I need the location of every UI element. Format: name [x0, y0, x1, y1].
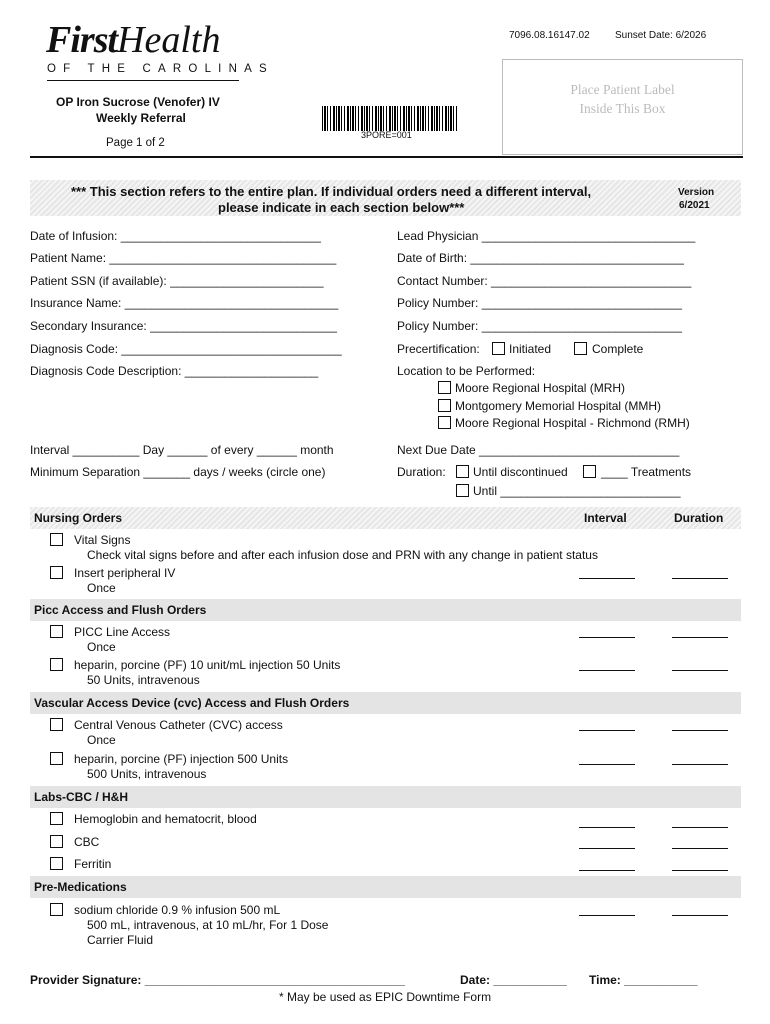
location-rmh-label: Moore Regional Hospital - Richmond (RMH) — [455, 416, 690, 430]
sodium-chloride-checkbox[interactable] — [50, 903, 63, 916]
diagnosis-code-field[interactable]: Diagnosis Code: _________________________________ — [30, 342, 342, 356]
heparin-500-checkbox[interactable] — [50, 752, 63, 765]
precert-initiated-label: Initiated — [509, 342, 552, 356]
label-box-line-1: Place Patient Label — [570, 82, 675, 97]
logo — [46, 18, 220, 62]
peripheral-iv-checkbox[interactable] — [50, 566, 63, 579]
location-rmh-checkbox[interactable] — [438, 416, 451, 429]
signature-time-field[interactable]: Time: ___________ — [589, 973, 698, 987]
until-discontinued-label: Until discontinued — [473, 465, 568, 479]
premed-section-heading: Pre-Medications — [34, 880, 127, 894]
labs-section-band — [30, 786, 741, 808]
picc-duration-blank[interactable] — [672, 637, 728, 638]
cvc-access-detail: Once — [87, 733, 116, 747]
location-mrh-checkbox[interactable] — [438, 381, 451, 394]
notice-line-1: *** This section refers to the entire plan. If individual orders need a different interval, — [71, 184, 592, 199]
picc-access-detail: Once — [87, 640, 116, 654]
form-number: 7096.08.16147.02 — [509, 30, 590, 41]
version-label: Version — [678, 187, 715, 198]
diagnosis-description-field[interactable]: Diagnosis Code Description: ____________________ — [30, 364, 319, 378]
treatments-checkbox[interactable] — [583, 465, 596, 478]
patient-name-field[interactable]: Patient Name: __________________________________ — [30, 251, 337, 265]
until-discontinued-checkbox[interactable] — [456, 465, 469, 478]
ferritin-interval-blank[interactable] — [579, 870, 635, 871]
heparin-10-checkbox[interactable] — [50, 658, 63, 671]
duration-column-header: Duration — [674, 511, 724, 525]
form-title-2: Weekly Referral — [96, 111, 186, 125]
location-label: Location to be Performed: — [397, 364, 536, 378]
patient-label-box — [502, 59, 743, 155]
notice-line-2: please indicate in each section below*** — [218, 200, 465, 215]
policy-number-field-1[interactable]: Policy Number: ______________________________ — [397, 296, 682, 310]
sodium-chloride-carrier: Carrier Fluid — [87, 933, 154, 947]
nursing-orders-band — [30, 507, 741, 529]
label-box-line-2: Inside This Box — [579, 101, 666, 116]
picc-interval-blank[interactable] — [579, 637, 635, 638]
ferritin-order: Ferritin — [74, 857, 112, 871]
date-of-infusion-field[interactable]: Date of Infusion: ______________________________ — [30, 229, 321, 243]
cvc-interval-blank[interactable] — [579, 730, 635, 731]
ferritin-checkbox[interactable] — [50, 857, 63, 870]
logo-first: First — [46, 19, 118, 61]
heparin-500-duration-blank[interactable] — [672, 764, 728, 765]
hemoglobin-duration-blank[interactable] — [672, 827, 728, 828]
sodium-chloride-duration-blank[interactable] — [672, 915, 728, 916]
precert-complete-label: Complete — [592, 342, 644, 356]
heparin-500-detail: 500 Units, intravenous — [87, 767, 207, 781]
vital-signs-checkbox[interactable] — [50, 533, 63, 546]
picc-access-checkbox[interactable] — [50, 625, 63, 638]
policy-number-field-2[interactable]: Policy Number: ______________________________ — [397, 319, 682, 333]
page-number: Page 1 of 2 — [106, 137, 165, 149]
vascular-section-heading: Vascular Access Device (cvc) Access and Flush Orders — [34, 696, 350, 710]
heparin-500-order: heparin, porcine (PF) injection 500 Units — [74, 752, 289, 766]
picc-section-heading: Picc Access and Flush Orders — [34, 603, 207, 617]
sodium-chloride-detail: 500 mL, intravenous, at 10 mL/hr, For 1 Dose — [87, 918, 329, 932]
cbc-checkbox[interactable] — [50, 835, 63, 848]
barcode — [322, 106, 457, 131]
interval-field[interactable]: Interval __________ Day ______ of every ______ month — [30, 443, 334, 457]
ferritin-duration-blank[interactable] — [672, 870, 728, 871]
logo-health: Health — [117, 19, 221, 61]
nursing-orders-heading: Nursing Orders — [34, 511, 123, 525]
labs-section-heading: Labs-CBC / H&H — [34, 790, 129, 804]
signature-date-field[interactable]: Date: ___________ — [460, 973, 567, 987]
hemoglobin-interval-blank[interactable] — [579, 827, 635, 828]
duration-label: Duration: — [397, 465, 446, 479]
sunset-date: Sunset Date: 6/2026 — [615, 30, 707, 41]
downtime-note: * May be used as EPIC Downtime Form — [279, 990, 492, 1004]
cvc-access-order: Central Venous Catheter (CVC) access — [74, 718, 283, 732]
vital-signs-detail: Check vital signs before and after each infusion dose and PRN with any change in patient status — [87, 548, 598, 562]
cvc-access-checkbox[interactable] — [50, 718, 63, 731]
heparin-10-order: heparin, porcine (PF) 10 unit/mL injection 50 Units — [74, 658, 341, 672]
version-value: 6/2021 — [679, 200, 710, 211]
interval-column-header: Interval — [584, 511, 627, 525]
patient-ssn-field[interactable]: Patient SSN (if available): _______________________ — [30, 274, 324, 288]
location-mmh-checkbox[interactable] — [438, 399, 451, 412]
logo-subtitle: OF THE CAROLINAS — [47, 63, 274, 75]
peripheral-iv-interval-blank[interactable] — [579, 578, 635, 579]
until-checkbox[interactable] — [456, 484, 469, 497]
heparin-10-duration-blank[interactable] — [672, 670, 728, 671]
sodium-chloride-order: sodium chloride 0.9 % infusion 500 mL — [74, 903, 281, 917]
cbc-duration-blank[interactable] — [672, 848, 728, 849]
logo-rule — [47, 80, 239, 81]
peripheral-iv-duration-blank[interactable] — [672, 578, 728, 579]
contact-number-field[interactable]: Contact Number: ______________________________ — [397, 274, 692, 288]
minimum-separation-field[interactable]: Minimum Separation _______ days / weeks (circle one) — [30, 465, 326, 479]
vascular-section-band — [30, 692, 741, 714]
heparin-10-interval-blank[interactable] — [579, 670, 635, 671]
peripheral-iv-order: Insert peripheral IV — [74, 566, 176, 580]
cvc-duration-blank[interactable] — [672, 730, 728, 731]
picc-access-order: PICC Line Access — [74, 625, 171, 639]
next-due-date-field[interactable]: Next Due Date ______________________________ — [397, 443, 680, 457]
hemoglobin-order: Hemoglobin and hematocrit, blood — [74, 812, 257, 826]
insurance-name-field[interactable]: Insurance Name: ________________________________ — [30, 296, 339, 310]
precertification-label: Precertification: — [397, 342, 480, 356]
location-mmh-label: Montgomery Memorial Hospital (MMH) — [455, 399, 662, 413]
cbc-order: CBC — [74, 835, 100, 849]
heparin-500-interval-blank[interactable] — [579, 764, 635, 765]
precert-complete-checkbox[interactable] — [574, 342, 587, 355]
secondary-insurance-field[interactable]: Secondary Insurance: ____________________________ — [30, 319, 337, 333]
cbc-interval-blank[interactable] — [579, 848, 635, 849]
barcode-text: 3PORE=001 — [361, 130, 412, 140]
header-divider — [30, 156, 743, 158]
provider-signature-field[interactable]: Provider Signature: _______________________________________ — [30, 973, 405, 987]
heparin-10-detail: 50 Units, intravenous — [87, 673, 200, 687]
treatments-field[interactable]: ____ Treatments — [601, 465, 692, 479]
premed-section-band — [30, 876, 741, 898]
picc-section-band — [30, 599, 741, 621]
vital-signs-order: Vital Signs — [74, 533, 131, 547]
date-of-birth-field[interactable]: Date of Birth: ________________________________ — [397, 251, 684, 265]
form-title-1: OP Iron Sucrose (Venofer) IV — [56, 95, 220, 109]
precert-initiated-checkbox[interactable] — [492, 342, 505, 355]
lead-physician-field[interactable]: Lead Physician ________________________________ — [397, 229, 696, 243]
location-mrh-label: Moore Regional Hospital (MRH) — [455, 381, 626, 395]
peripheral-iv-detail: Once — [87, 581, 116, 595]
sodium-chloride-interval-blank[interactable] — [579, 915, 635, 916]
hemoglobin-checkbox[interactable] — [50, 812, 63, 825]
until-date-field[interactable]: Until ___________________________ — [473, 484, 681, 498]
